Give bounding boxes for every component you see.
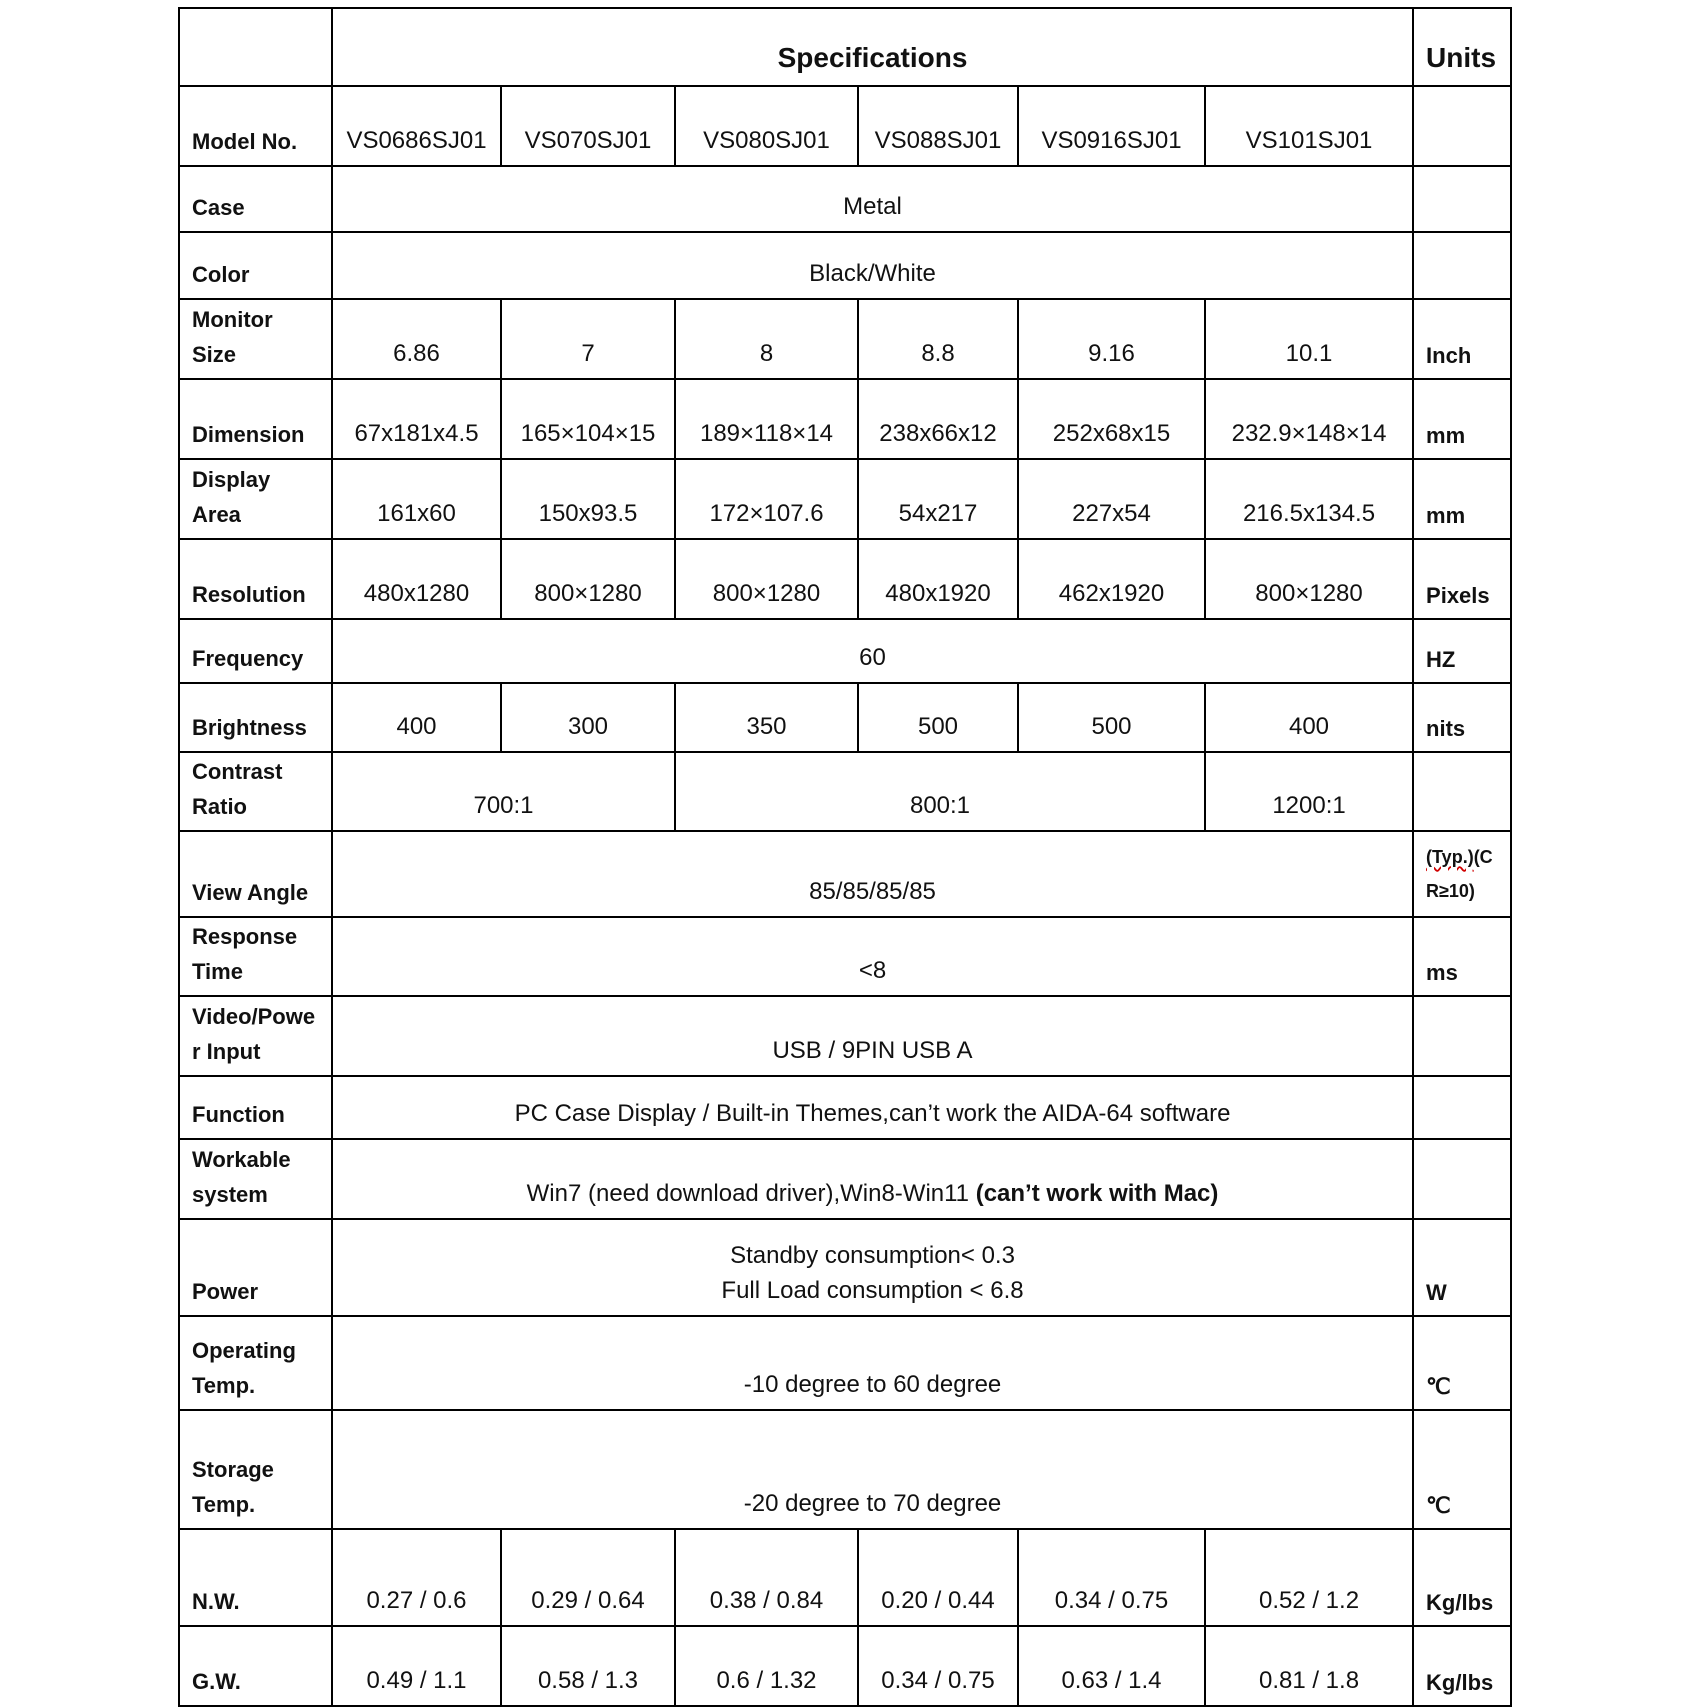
row-label: Color: [179, 232, 332, 299]
display-area-cell: 161x60: [332, 459, 501, 539]
storage-temp-value: -20 degree to 70 degree: [332, 1410, 1413, 1529]
table-row: [179, 379, 1511, 459]
unit-cell: [1413, 86, 1511, 166]
brightness-cell: 500: [1018, 683, 1205, 752]
row-label: N.W.: [179, 1529, 332, 1626]
unit-cell: nits: [1413, 683, 1511, 752]
table-row: [179, 1316, 1511, 1410]
row-label-line: Time: [192, 958, 243, 984]
dimension-cell: 238x66x12: [858, 379, 1018, 459]
display-area-cell: 150x93.5: [501, 459, 675, 539]
net-weight-cell: 0.27 / 0.6: [332, 1529, 501, 1626]
row-label: Brightness: [179, 683, 332, 752]
unit-typ: (Typ.): [1426, 846, 1474, 867]
size-cell: 10.1: [1205, 299, 1413, 379]
contrast-cell: 1200:1: [1205, 752, 1413, 831]
row-label: [179, 996, 332, 1076]
model-cell: VS0916SJ01: [1018, 86, 1205, 166]
brightness-cell: 350: [675, 683, 858, 752]
table-row: [179, 1076, 1511, 1139]
row-label: [179, 1410, 332, 1529]
size-cell: 6.86: [332, 299, 501, 379]
net-weight-cell: 0.38 / 0.84: [675, 1529, 858, 1626]
row-label: Function: [179, 1076, 332, 1139]
net-weight-cell: 0.34 / 0.75: [1018, 1529, 1205, 1626]
unit-cell: mm: [1413, 459, 1511, 539]
spec-table: [178, 7, 1512, 1707]
row-label-line: Ratio: [192, 793, 247, 819]
table-row: [179, 539, 1511, 619]
input-value: USB / 9PIN USB A: [332, 996, 1413, 1076]
system-value: [332, 1139, 1413, 1219]
response-value: <8: [332, 917, 1413, 996]
row-label: Model No.: [179, 86, 332, 166]
table-row: [179, 459, 1511, 539]
table-row: [179, 752, 1511, 831]
model-cell: VS070SJ01: [501, 86, 675, 166]
unit-cell: HZ: [1413, 619, 1511, 683]
row-label: Case: [179, 166, 332, 232]
row-label: Power: [179, 1219, 332, 1316]
row-label: [179, 917, 332, 996]
size-cell: 8.8: [858, 299, 1018, 379]
resolution-cell: 462x1920: [1018, 539, 1205, 619]
table-row: [179, 1410, 1511, 1529]
row-label-line: Temp.: [192, 1372, 256, 1398]
dimension-cell: 165×104×15: [501, 379, 675, 459]
unit-cell: W: [1413, 1219, 1511, 1316]
row-label: Dimension: [179, 379, 332, 459]
resolution-cell: 480x1920: [858, 539, 1018, 619]
table-row: [179, 996, 1511, 1076]
unit-cell: ms: [1413, 917, 1511, 996]
model-cell: VS101SJ01: [1205, 86, 1413, 166]
resolution-cell: 480x1280: [332, 539, 501, 619]
row-label-line: Area: [192, 501, 241, 527]
display-area-cell: 216.5x134.5: [1205, 459, 1413, 539]
display-area-cell: 172×107.6: [675, 459, 858, 539]
row-label-line: Contrast: [192, 758, 283, 784]
row-label: [179, 299, 332, 379]
model-cell: VS0686SJ01: [332, 86, 501, 166]
brightness-cell: 400: [1205, 683, 1413, 752]
net-weight-cell: 0.29 / 0.64: [501, 1529, 675, 1626]
gross-weight-cell: 0.6 / 1.32: [675, 1626, 858, 1706]
table-row: [179, 1219, 1511, 1316]
system-value-text: Win7 (need download driver),Win8-Win11: [526, 1180, 976, 1208]
view-angle-value: 85/85/85/85: [332, 831, 1413, 917]
unit-part: (C: [1473, 846, 1493, 867]
row-label-line: Monitor: [192, 306, 273, 332]
row-label-line: Response: [192, 923, 298, 949]
gross-weight-cell: 0.34 / 0.75: [858, 1626, 1018, 1706]
unit-cell: [1413, 831, 1511, 917]
gross-weight-cell: 0.81 / 1.8: [1205, 1626, 1413, 1706]
unit-cell: ℃: [1413, 1316, 1511, 1410]
spec-table-wrapper: [178, 7, 1510, 1707]
operating-temp-value: -10 degree to 60 degree: [332, 1316, 1413, 1410]
power-standby: Standby consumption< 0.3: [730, 1242, 1015, 1270]
table-row: [179, 917, 1511, 996]
brightness-cell: 300: [501, 683, 675, 752]
row-label-line: Display: [192, 466, 271, 492]
table-row: [179, 1139, 1511, 1219]
dimension-cell: 252x68x15: [1018, 379, 1205, 459]
row-label-line: Temp.: [192, 1491, 256, 1517]
display-area-cell: 227x54: [1018, 459, 1205, 539]
size-cell: 8: [675, 299, 858, 379]
row-label: [179, 752, 332, 831]
table-row: [179, 1529, 1511, 1626]
function-value: PC Case Display / Built-in Themes,can’t work the AIDA-64 software: [332, 1076, 1413, 1139]
table-header-row: [179, 8, 1511, 86]
unit-part: R≥10): [1426, 880, 1475, 901]
table-row: [179, 683, 1511, 752]
table-row: [179, 619, 1511, 683]
net-weight-cell: 0.52 / 1.2: [1205, 1529, 1413, 1626]
row-label: G.W.: [179, 1626, 332, 1706]
unit-cell: Pixels: [1413, 539, 1511, 619]
power-value: [332, 1219, 1413, 1316]
brightness-cell: 500: [858, 683, 1018, 752]
units-heading: Units: [1413, 8, 1511, 86]
dimension-cell: 189×118×14: [675, 379, 858, 459]
unit-cell: [1413, 996, 1511, 1076]
unit-cell: [1413, 232, 1511, 299]
row-label-line: Workable: [192, 1146, 291, 1172]
size-cell: 9.16: [1018, 299, 1205, 379]
row-label: View Angle: [179, 831, 332, 917]
gross-weight-cell: 0.63 / 1.4: [1018, 1626, 1205, 1706]
row-label-line: r Input: [192, 1038, 261, 1064]
dimension-cell: 232.9×148×14: [1205, 379, 1413, 459]
table-row: [179, 831, 1511, 917]
unit-cell: [1413, 752, 1511, 831]
unit-cell: Inch: [1413, 299, 1511, 379]
table-row: [179, 232, 1511, 299]
net-weight-cell: 0.20 / 0.44: [858, 1529, 1018, 1626]
contrast-cell: 800:1: [675, 752, 1205, 831]
gross-weight-cell: 0.58 / 1.3: [501, 1626, 675, 1706]
frequency-value: 60: [332, 619, 1413, 683]
row-label: Frequency: [179, 619, 332, 683]
row-label-line: system: [192, 1181, 268, 1207]
row-label-line: Storage: [192, 1456, 274, 1482]
specifications-heading: Specifications: [332, 8, 1413, 86]
table-row: [179, 1626, 1511, 1706]
color-value: Black/White: [332, 232, 1413, 299]
model-cell: VS088SJ01: [858, 86, 1018, 166]
table-row: [179, 86, 1511, 166]
table-row: [179, 299, 1511, 379]
row-label-line: Operating: [192, 1337, 296, 1363]
system-mac-note: (can’t work with Mac): [975, 1180, 1219, 1208]
gross-weight-cell: 0.49 / 1.1: [332, 1626, 501, 1706]
display-area-cell: 54x217: [858, 459, 1018, 539]
row-label: [179, 459, 332, 539]
row-label-line: Video/Powe: [192, 1003, 316, 1029]
row-label: [179, 1316, 332, 1410]
unit-cell: Kg/lbs: [1413, 1626, 1511, 1706]
resolution-cell: 800×1280: [501, 539, 675, 619]
row-label: [179, 1139, 332, 1219]
resolution-cell: 800×1280: [1205, 539, 1413, 619]
model-cell: VS080SJ01: [675, 86, 858, 166]
row-label: Resolution: [179, 539, 332, 619]
brightness-cell: 400: [332, 683, 501, 752]
unit-cell: [1413, 1076, 1511, 1139]
unit-cell: mm: [1413, 379, 1511, 459]
size-cell: 7: [501, 299, 675, 379]
dimension-cell: 67x181x4.5: [332, 379, 501, 459]
unit-cell: ℃: [1413, 1410, 1511, 1529]
resolution-cell: 800×1280: [675, 539, 858, 619]
unit-cell: [1413, 1139, 1511, 1219]
power-full-load: Full Load consumption < 6.8: [721, 1277, 1024, 1305]
contrast-cell: 700:1: [332, 752, 675, 831]
row-label-line: Size: [192, 341, 237, 367]
header-empty-cell: [179, 8, 332, 86]
case-value: Metal: [332, 166, 1413, 232]
unit-cell: [1413, 166, 1511, 232]
unit-cell: Kg/lbs: [1413, 1529, 1511, 1626]
table-row: [179, 166, 1511, 232]
